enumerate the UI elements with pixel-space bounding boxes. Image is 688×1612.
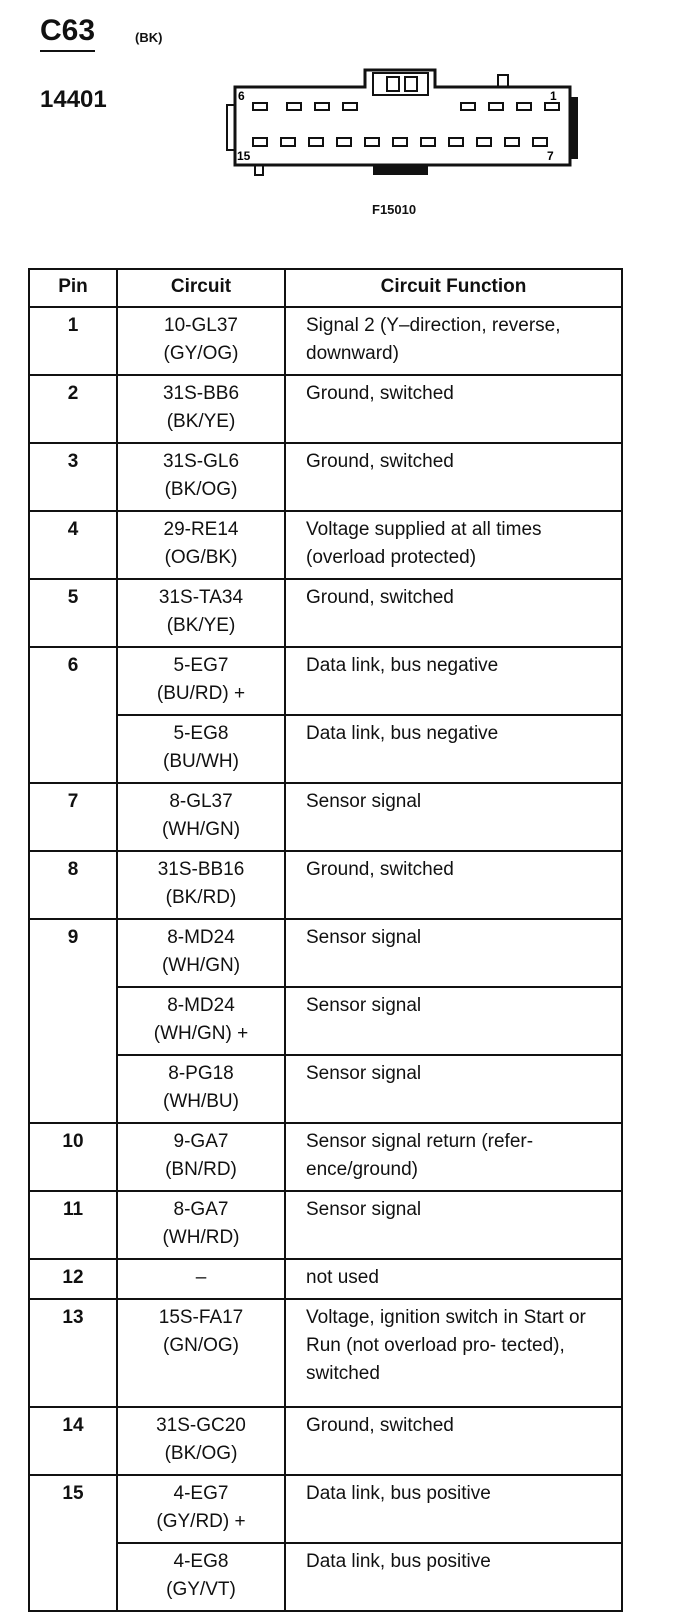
table-row [29,579,622,647]
pin-number: 2 [29,375,117,443]
pin-number: 4 [29,511,117,579]
table-row [29,1475,622,1543]
circuit-function: not used [285,1259,622,1299]
circuit-function: Data link, bus positive [285,1543,622,1611]
circuit-id: 5-EG7 [173,655,229,676]
circuit-id: 31S-TA34 [158,587,244,608]
circuit-function: Ground, switched [285,375,622,443]
wire-color: (GN/OG) [163,1335,239,1356]
wire-color: (GY/OG) [163,343,239,364]
connector-color: (BK) [135,30,163,45]
circuit-function: Voltage supplied at all times (overload protected) [285,511,622,579]
circuit-id: 10-GL37 [164,315,238,336]
circuit-function: Ground, switched [285,443,622,511]
pin-number: 6 [29,647,117,783]
circuit-cell [117,647,285,715]
wire-color: (BK/OG) [164,479,238,500]
connector-face-diagram [225,65,585,190]
wire-color: (GY/RD) + [156,1511,246,1532]
circuit-id: 4-EG7 [173,1483,229,1504]
circuit-cell [117,1299,285,1407]
circuit-id: 8-PG18 [168,1063,234,1084]
circuit-cell [117,579,285,647]
circuit-id: 9-GA7 [173,1131,229,1152]
table-row [29,715,622,783]
circuit-cell [117,1191,285,1259]
circuit-function: Sensor signal [285,987,622,1055]
table-row [29,1407,622,1475]
circuit-id: 8-GL37 [169,791,233,812]
circuit-id: 4-EG8 [173,1551,229,1572]
wire-color: (WH/GN) [161,819,241,840]
pinout-table [28,268,623,1612]
table-row [29,443,622,511]
circuit-cell [117,511,285,579]
cavity-label-6: 6 [238,89,245,103]
circuit-cell [117,987,285,1055]
circuit-cell [117,715,285,783]
circuit-function: Ground, switched [285,851,622,919]
circuit-cell [117,1475,285,1543]
wire-color: (BU/RD) + [156,683,246,704]
part-number: 14401 [40,86,107,113]
connector-code: C63 [40,14,95,52]
pin-number: 7 [29,783,117,851]
circuit-cell [117,919,285,987]
pin-number: 15 [29,1475,117,1611]
circuit-id: 8-MD24 [167,995,235,1016]
circuit-function: Data link, bus negative [285,715,622,783]
circuit-cell [117,307,285,375]
wire-color: (WH/BU) [163,1091,239,1112]
circuit-cell [117,851,285,919]
table-row [29,307,622,375]
circuit-id: 8-GA7 [173,1199,229,1220]
wire-color: (WH/RD) [162,1227,240,1248]
table-row [29,511,622,579]
wire-color: (WH/GN) + [153,1023,249,1044]
circuit-cell [117,783,285,851]
circuit-id: 5-EG8 [173,723,229,744]
circuit-id: – [195,1267,207,1288]
table-row [29,1543,622,1611]
circuit-id: 31S-GC20 [156,1415,246,1436]
header-circuit: Circuit [117,269,285,307]
circuit-cell [117,1407,285,1475]
circuit-id: 29-RE14 [163,519,239,540]
circuit-function: Sensor signal [285,783,622,851]
table-row [29,647,622,715]
circuit-function: Ground, switched [285,1407,622,1475]
circuit-cell [117,1123,285,1191]
circuit-cell [117,1543,285,1611]
cavity-label-1: 1 [550,89,557,103]
circuit-id: 31S-BB6 [162,383,240,404]
table-row [29,1055,622,1123]
circuit-function: Data link, bus negative [285,647,622,715]
circuit-id: 15S-FA17 [158,1307,244,1328]
pin-number: 3 [29,443,117,511]
table-row [29,1299,622,1407]
wire-color: (OG/BK) [164,547,238,568]
circuit-function: Sensor signal return (refer- ence/ground) [285,1123,622,1191]
pin-number: 1 [29,307,117,375]
circuit-id: 8-MD24 [167,927,235,948]
table-row [29,375,622,443]
circuit-function: Sensor signal [285,919,622,987]
circuit-function: Signal 2 (Y–direction, reverse, downward) [285,307,622,375]
pin-number: 13 [29,1299,117,1407]
table-row [29,1123,622,1191]
circuit-function: Sensor signal [285,1055,622,1123]
wire-color: (BK/YE) [166,615,236,636]
circuit-id: 31S-GL6 [162,451,240,472]
table-row [29,1191,622,1259]
pin-number: 14 [29,1407,117,1475]
wire-color: (WH/GN) [161,955,241,976]
cavity-label-15: 15 [237,149,251,163]
pin-number: 10 [29,1123,117,1191]
circuit-function: Ground, switched [285,579,622,647]
pinout-table-body [29,307,622,1611]
wire-color: (BK/RD) [165,887,237,908]
table-header-row [29,269,622,307]
figure-id: F15010 [372,202,417,217]
wire-color: (BU/WH) [163,751,239,772]
table-row [29,783,622,851]
circuit-function: Data link, bus positive [285,1475,622,1543]
circuit-cell [117,1259,285,1299]
table-row [29,987,622,1055]
table-row [29,851,622,919]
table-row [29,1259,622,1299]
header-function: Circuit Function [285,269,622,307]
wire-color: (GY/VT) [166,1579,236,1600]
pin-number: 11 [29,1191,117,1259]
circuit-function: Sensor signal [285,1191,622,1259]
wire-color: (BK/YE) [166,411,236,432]
pin-number: 12 [29,1259,117,1299]
wire-color: (BK/OG) [164,1443,238,1464]
pin-number: 5 [29,579,117,647]
circuit-cell [117,375,285,443]
wire-color: (BN/RD) [165,1159,237,1180]
circuit-cell [117,443,285,511]
pin-number: 8 [29,851,117,919]
cavity-label-7: 7 [547,149,554,163]
header-pin: Pin [29,269,117,307]
table-row [29,919,622,987]
circuit-id: 31S-BB16 [157,859,245,880]
circuit-function: Voltage, ignition switch in Start or Run (not overload pro- tected), switched [285,1299,622,1407]
circuit-cell [117,1055,285,1123]
pin-number: 9 [29,919,117,1123]
